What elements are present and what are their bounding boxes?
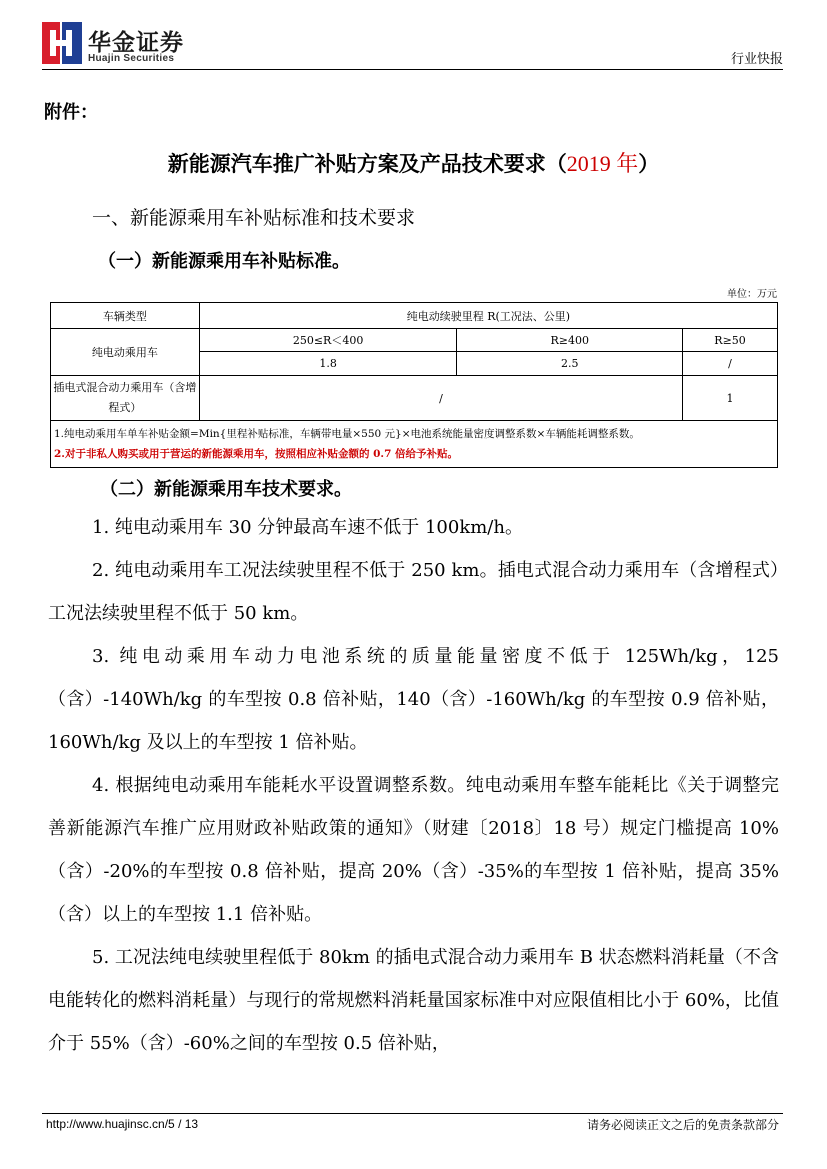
paragraph: 2. 纯电动乘用车工况法续驶里程不低于 250 km。插电式混合动力乘用车（含增程式）工况法续驶里程不低于 50 km。 xyxy=(48,560,779,624)
page-header xyxy=(42,22,783,68)
table-cell: 插电式混合动力乘用车（含增程式） xyxy=(51,376,200,421)
paragraph: 4. 根据纯电动乘用车能耗水平设置调整系数。纯电动乘用车整车能耗比《关于调整完善新能源汽车推广应用财政补贴政策的通知》（财建〔2018〕18 号）规定门槛提高 10%（含）-20%的车型按 0.8 倍补贴，提高 20%（含）-35%的车型按 1 倍补贴，提高 35%（含）以上的车型按 1.1 倍补贴。 xyxy=(48,775,779,925)
table-row xyxy=(51,303,778,329)
table-cell: R≥50 xyxy=(683,329,778,352)
table-note-2: 2.对于非私人购买或用于营运的新能源乘用车，按照相应补贴金额的 0.7 倍给予补贴。 xyxy=(54,448,459,460)
table-row xyxy=(51,329,778,352)
table-row xyxy=(51,376,778,421)
unit-label: 单位：万元 xyxy=(727,289,777,300)
table-note-1: 1.纯电动乘用车单车补贴金额=Min{里程补贴标准，车辆带电量×550 元}×电池系统能量密度调整系数×车辆能耗调整系数。 xyxy=(54,428,640,440)
table-row xyxy=(51,421,778,468)
title-text: 新能源汽车推广补贴方案及产品技术要求（ xyxy=(167,152,567,176)
table-cell: 1 xyxy=(683,376,778,421)
table-cell: / xyxy=(199,376,682,421)
subsidy-table xyxy=(50,302,778,468)
footer-url-page: http://www.huajinsc.cn/5 / 13 xyxy=(46,1117,199,1131)
document-title xyxy=(0,147,827,178)
subsection-heading-1: （一）新能源乘用车补贴标准。 xyxy=(98,251,350,272)
table-cell: 1.8 xyxy=(199,352,457,376)
table-cell: / xyxy=(683,352,778,376)
title-year: 2019 年 xyxy=(566,151,639,176)
footer-disclaimer: 请务必阅读正文之后的免责条款部分 xyxy=(586,1118,779,1132)
section-heading-1: 一、新能源乘用车补贴标准和技术要求 xyxy=(92,207,416,229)
table-notes xyxy=(51,421,778,468)
huajin-logo-icon xyxy=(42,22,82,64)
table-cell: 纯电动续驶里程 R(工况法、公里) xyxy=(199,303,777,329)
subsection-heading-2: （二）新能源乘用车技术要求。 xyxy=(100,479,352,500)
footer-divider xyxy=(42,1113,783,1114)
table-cell: 250≤R＜400 xyxy=(199,329,457,352)
brand-name-en: Huajin Securities xyxy=(88,53,175,64)
table-cell: 2.5 xyxy=(457,352,683,376)
table-cell: 车辆类型 xyxy=(51,303,200,329)
header-divider xyxy=(42,69,783,70)
paragraph: 1. 纯电动乘用车 30 分钟最高车速不低于 100km/h。 xyxy=(92,517,523,538)
table-cell: R≥400 xyxy=(457,329,683,352)
body-text xyxy=(48,506,779,1065)
table-cell: 纯电动乘用车 xyxy=(51,329,200,376)
title-close: ） xyxy=(638,152,660,176)
attachment-label: 附件： xyxy=(44,102,98,123)
paragraph: 5. 工况法纯电续驶里程低于 80km 的插电式混合动力乘用车 B 状态燃料消耗量（不含电能转化的燃料消耗量）与现行的常规燃料消耗量国家标准中对应限值相比小于 60%，比值介于 55%（含）-60%之间的车型按 0.5 倍补贴， xyxy=(48,947,779,1054)
report-section: 行业快报 xyxy=(730,52,783,67)
paragraph: 3. 纯电动乘用车动力电池系统的质量能量密度不低于 125Wh/kg，125（含）-140Wh/kg 的车型按 0.8 倍补贴，140（含）-160Wh/kg 的车型按 0.9 倍补贴，160Wh/kg 及以上的车型按 1 倍补贴。 xyxy=(48,646,779,753)
brand-name-cn: 华金证券 xyxy=(88,30,184,56)
